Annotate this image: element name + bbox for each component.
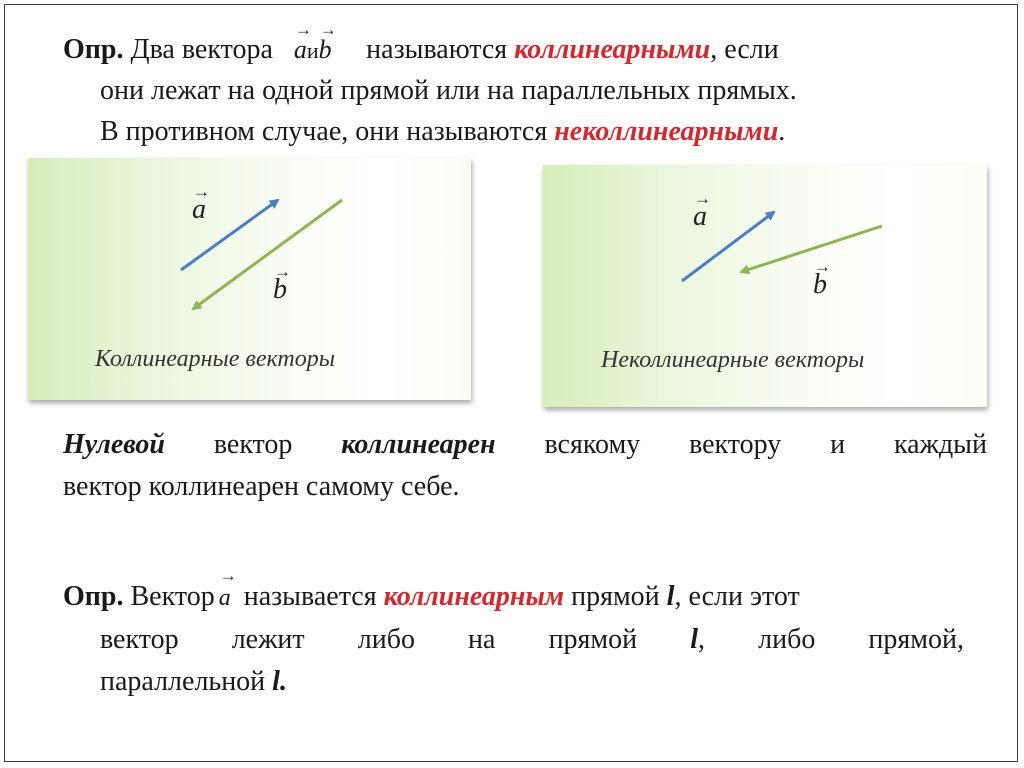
word: на (468, 624, 496, 655)
term-collinear: коллинеарен (341, 429, 496, 460)
collinear-vectors-panel (28, 158, 471, 400)
word: всякому (544, 429, 641, 460)
vector-b-symbol: → b (318, 20, 337, 64)
line-l-symbol: l. (272, 666, 287, 697)
definition-2-line-1 (63, 566, 800, 615)
vector-pair (293, 20, 338, 64)
panel-caption: Неколлинеарные векторы (601, 347, 865, 373)
zero-vector-line-2: вектор коллинеарен самому себе. (63, 471, 460, 502)
conjunction: и (306, 38, 319, 63)
definition-text: параллельной (100, 666, 266, 697)
period: . (778, 116, 786, 147)
definition-text: называются (366, 34, 508, 65)
word: прямой (548, 624, 638, 655)
definition-text: В противном случае, они называются (100, 116, 548, 147)
definition-1-line-1 (63, 20, 779, 68)
word: вектору (689, 429, 782, 460)
vector-b-label: → b (813, 257, 831, 300)
comma: , (698, 624, 706, 655)
definition-1-line-3 (100, 115, 785, 149)
term-noncollinear: неколлинеарными (554, 116, 779, 147)
definition-text: прямой (571, 581, 660, 612)
definition-text: , если (710, 34, 779, 65)
term-zero: Нулевой (63, 429, 165, 460)
line-l-with-comma (690, 623, 705, 657)
definition-text: Два вектора (130, 34, 273, 65)
word: вектор (100, 624, 179, 655)
vector-b-arrow (741, 226, 882, 272)
word: лежит (231, 624, 305, 655)
word: прямой, (868, 624, 964, 655)
line-l-symbol: l (666, 581, 675, 612)
line-l-symbol: l (690, 624, 699, 655)
vector-a-symbol: → a (293, 20, 312, 64)
word: и (830, 429, 846, 460)
vector-b-label: → b (273, 262, 291, 305)
word: каждый (893, 429, 987, 460)
definition-2-line-3 (100, 665, 287, 699)
definition-text: называется (243, 581, 377, 612)
word: либо (357, 624, 415, 655)
definition-text: , если этот (674, 581, 800, 612)
term-collinear: коллинеарным (383, 581, 565, 612)
vector-b-arrow (193, 200, 342, 309)
word: либо (758, 624, 816, 655)
definition-prefix: Опр. (63, 34, 124, 65)
vector-a-label: → a (693, 189, 711, 232)
term-collinear: коллинеарными (514, 34, 711, 65)
zero-vector-line-1 (63, 428, 987, 462)
definition-prefix: Опр. (63, 581, 124, 612)
word: вектор (213, 429, 293, 460)
vector-a-label: → a (192, 182, 210, 225)
definition-text: Вектор (130, 581, 215, 612)
definition-1-line-2: они лежат на одной прямой или на параллельных прямых. (100, 75, 797, 106)
noncollinear-vectors-panel (543, 165, 987, 407)
vector-a-symbol: → a (218, 566, 237, 611)
panel-caption: Коллинеарные векторы (95, 346, 335, 372)
definition-2-line-2 (100, 623, 964, 657)
